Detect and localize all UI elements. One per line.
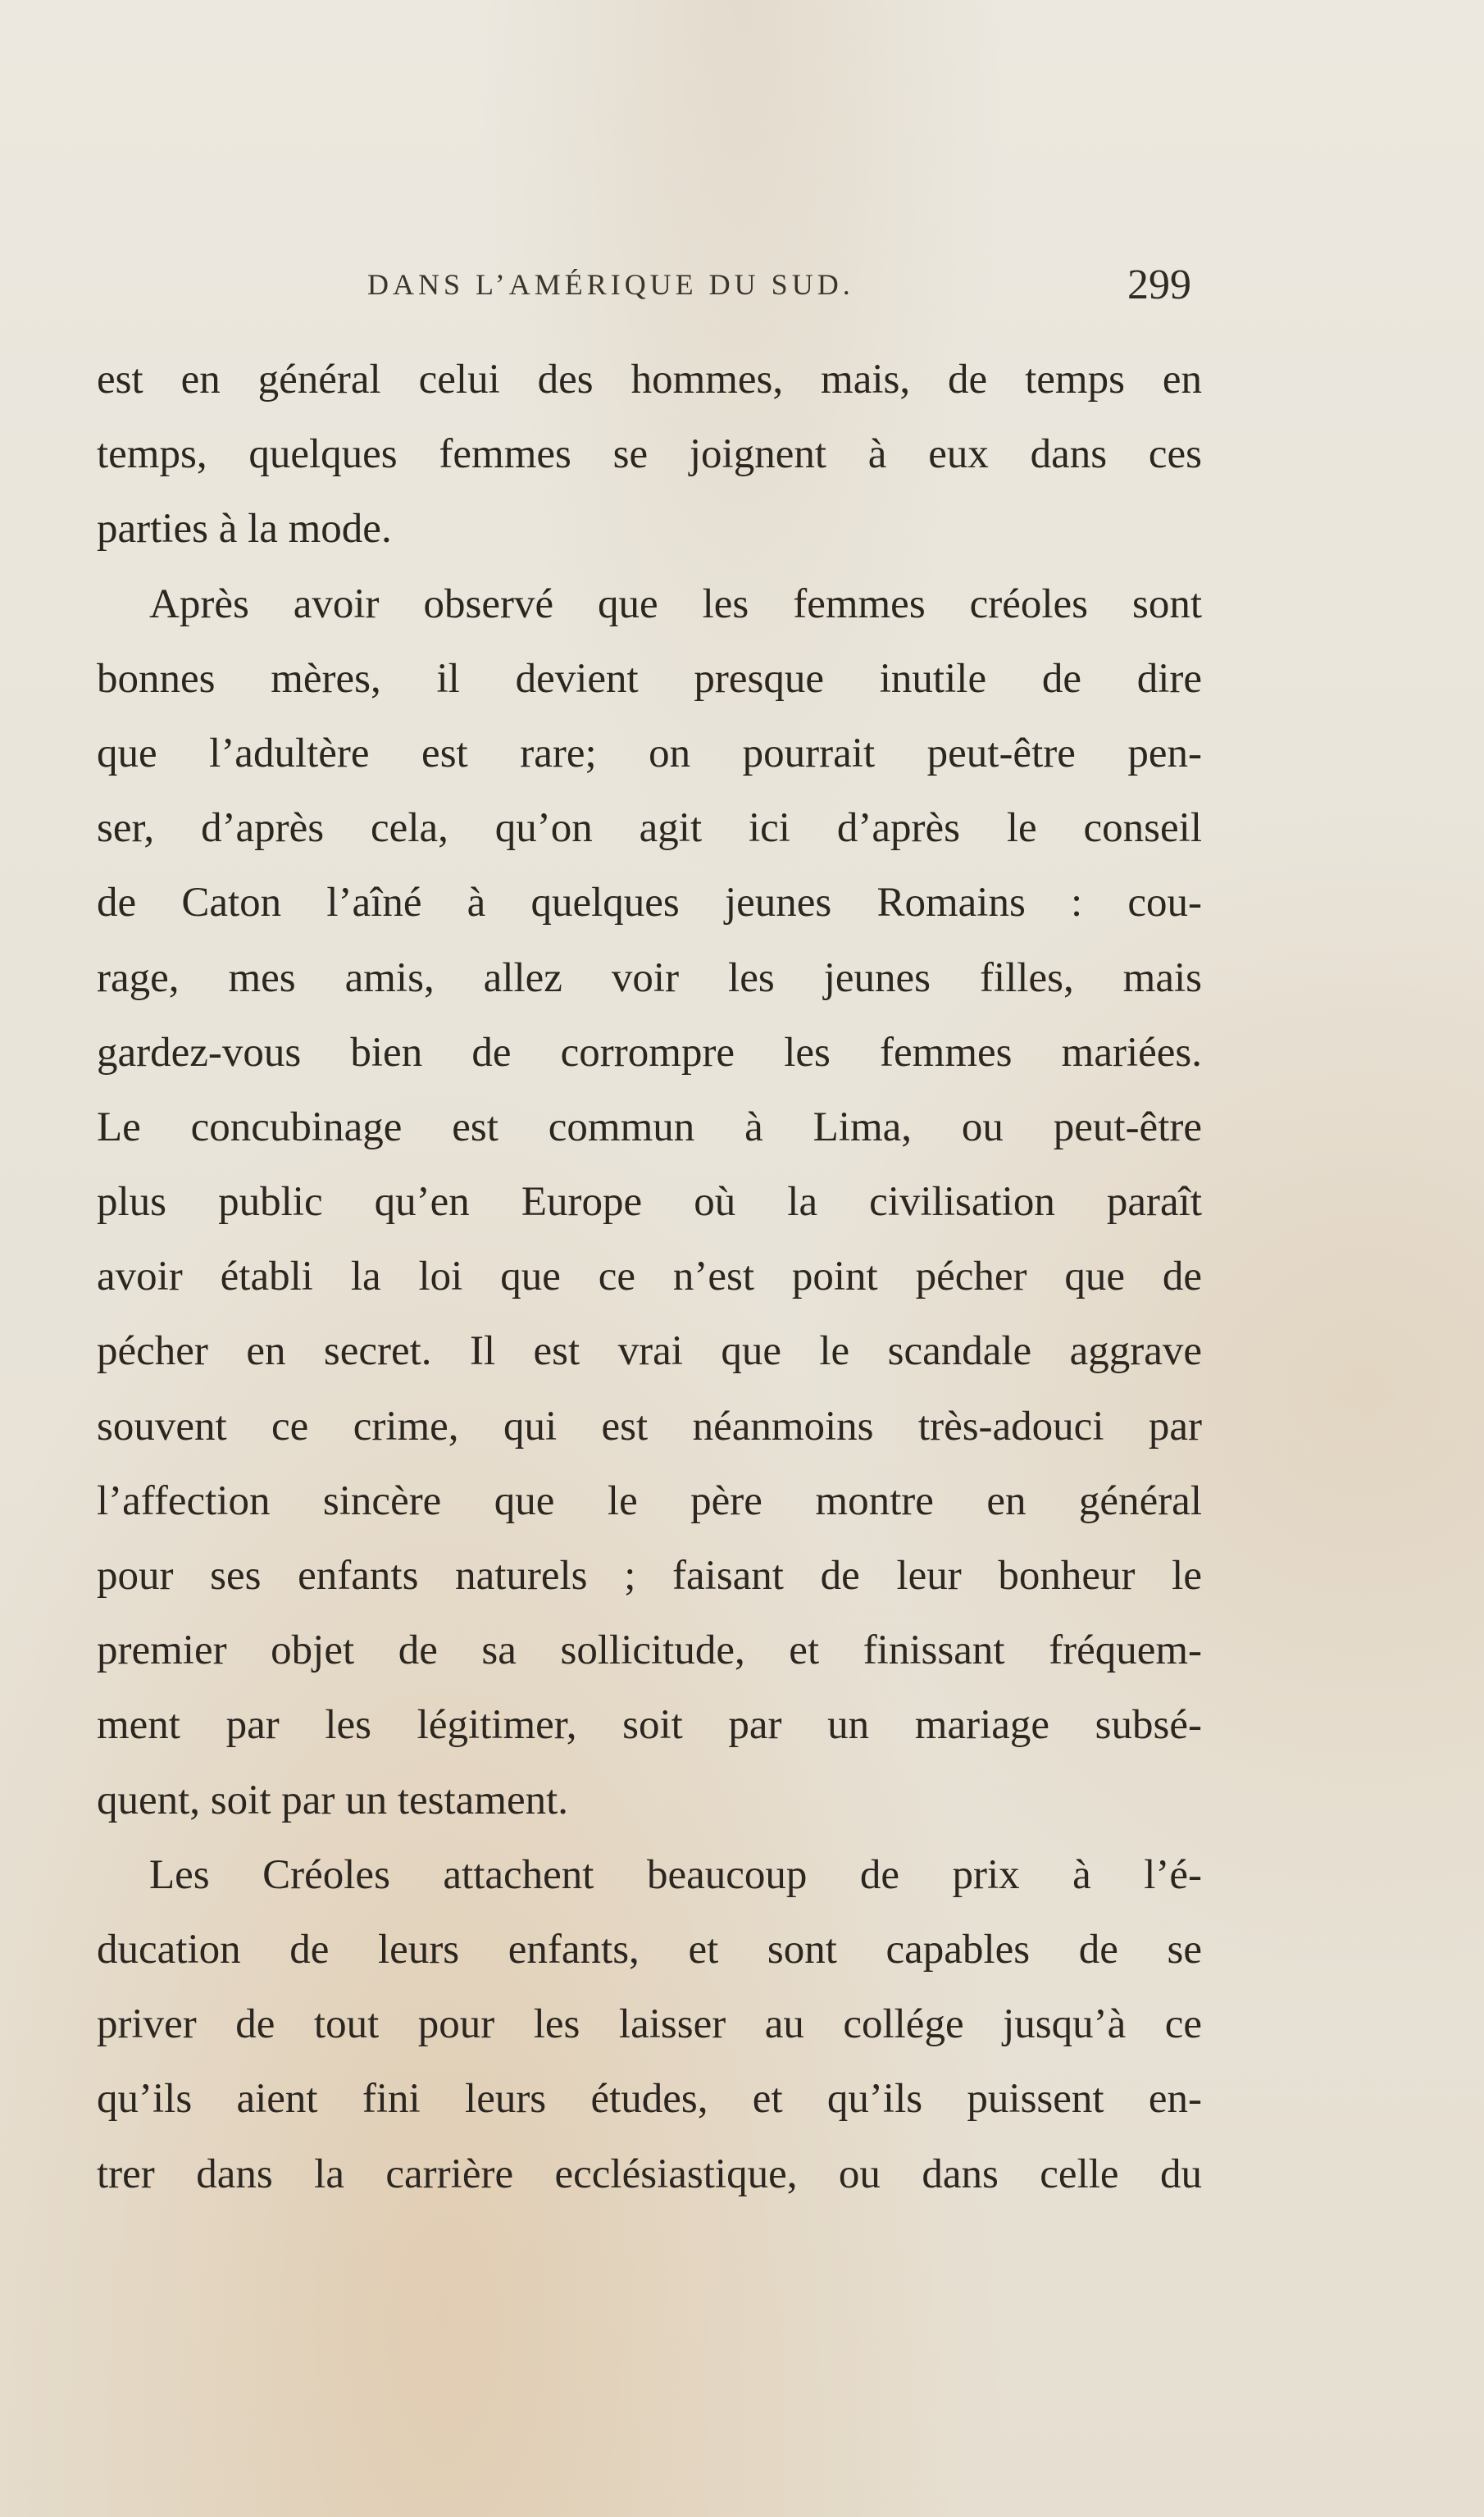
- text-line: qu’ils aient fini leurs études, et qu’ils puissent en-: [97, 2076, 1202, 2123]
- text-line: rage, mes amis, allez voir les jeunes filles, mais: [97, 954, 1202, 1001]
- text-line: ment par les légitimer, soit par un mariage subsé-: [97, 1702, 1202, 1749]
- text-line: Après avoir observé que les femmes créoles sont: [149, 580, 1202, 627]
- text-line: avoir établi la loi que ce n’est point pécher que de: [97, 1254, 1202, 1300]
- text-line: plus public qu’en Europe où la civilisation paraît: [97, 1179, 1202, 1226]
- text-line: temps, quelques femmes se joignent à eux dans ces: [97, 431, 1202, 478]
- text-line: gardez-vous bien de corrompre les femmes mariées.: [97, 1029, 1202, 1076]
- text-line: de Caton l’aîné à quelques jeunes Romains : cou-: [97, 880, 1202, 926]
- text-line: bonnes mères, il devient presque inutile de dire: [97, 655, 1202, 702]
- text-line: Les Créoles attachent beaucoup de prix à l’é-: [149, 1851, 1202, 1898]
- running-head: [0, 261, 1484, 310]
- body-text: [97, 343, 1202, 2212]
- text-line: souvent ce crime, qui est néanmoins très-adouci par: [97, 1403, 1202, 1450]
- text-line: que l’adultère est rare; on pourrait peut-être pen-: [97, 730, 1202, 776]
- text-line: premier objet de sa sollicitude, et finissant fréquem-: [97, 1627, 1202, 1674]
- text-line: pécher en secret. Il est vrai que le scandale aggrave: [97, 1328, 1202, 1375]
- text-line: ser, d’après cela, qu’on agit ici d’après le conseil: [97, 805, 1202, 852]
- text-line: est en général celui des hommes, mais, de temps en: [97, 357, 1202, 403]
- text-line: trer dans la carrière ecclésiastique, ou dans celle du: [97, 2151, 1202, 2197]
- text-line: ducation de leurs enfants, et sont capables de se: [97, 1926, 1202, 1973]
- page-number: 299: [1127, 262, 1191, 308]
- text-line: l’affection sincère que le père montre en général: [97, 1477, 1202, 1524]
- text-line: priver de tout pour les laisser au collége jusqu’à ce: [97, 2001, 1202, 2048]
- running-title: DANS L’AMÉRIQUE DU SUD.: [367, 268, 854, 301]
- text-line: parties à la mode.: [97, 506, 392, 553]
- text-line: Le concubinage est commun à Lima, ou peut-être: [97, 1104, 1202, 1150]
- text-line: pour ses enfants naturels ; faisant de leur bonheur le: [97, 1553, 1202, 1599]
- text-line: quent, soit par un testament.: [97, 1777, 569, 1823]
